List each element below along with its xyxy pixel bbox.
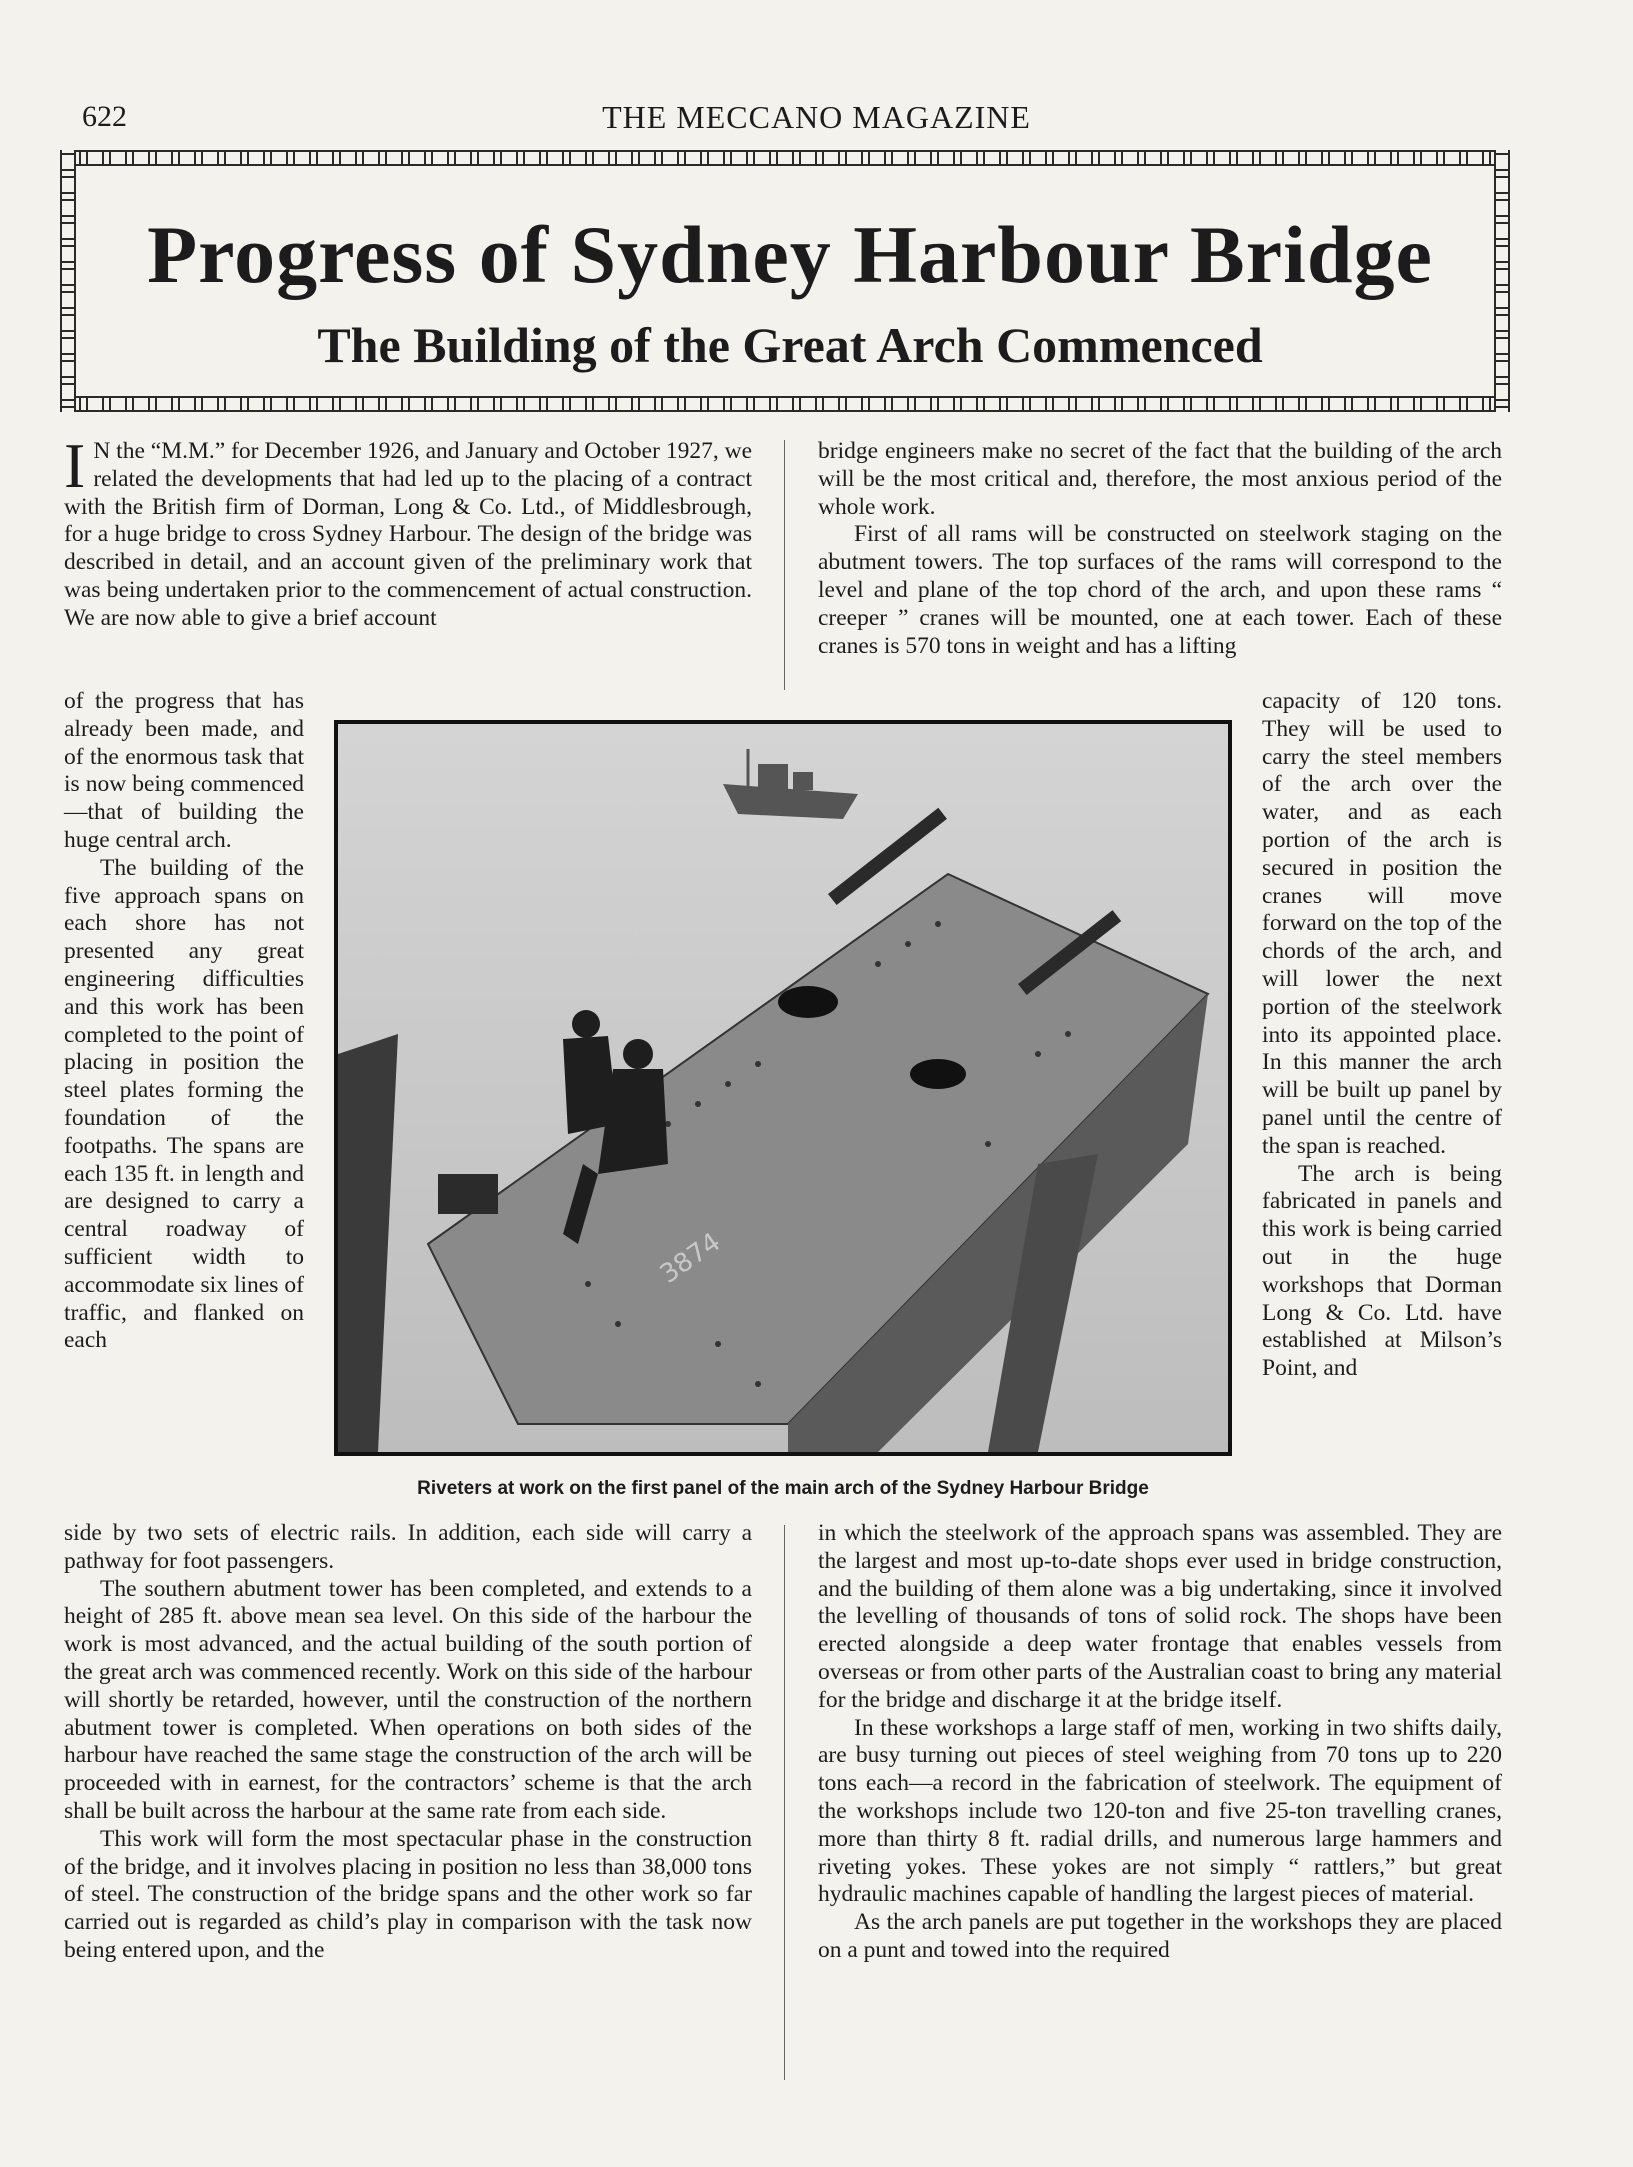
article-title: Progress of Sydney Harbour Bridge [147, 209, 1433, 300]
title-frame-top [60, 150, 1510, 166]
paragraph: side by two sets of electric rails. In addition, each side will carry a pathway for foot passengers. [64, 1520, 752, 1574]
intro-paragraph [64, 430, 752, 633]
left-column-narrow [64, 688, 304, 1355]
paragraph: The building of the five approach spans on each shore has not presented any great engineering difficulties and this work has been completed to the point of placing in position the steel plates forming the foundation of the footpaths. The spans are each 135 ft. in length and are designed to carry a central roadway of sufficient width to accommodate six lines of traffic, and flanked on each [64, 854, 304, 1354]
photo-caption: Riveters at work on the first panel of the main arch of the Sydney Harbour Bridge [417, 1478, 1149, 1499]
paragraph: of the progress that has already been made, and of the enormous task that is now being commenced—that of building the huge central arch. [64, 688, 304, 853]
paragraph: capacity of 120 tons. They will be used to carry the steel members of the arch over the water, and as each portion of the arch is secured in position the cranes will move forward on the top of the chords of the arch, and will lower the next portion of the steelwork into its appointed place. In this manner the arch will be built up panel by panel until the centre of the span is reached. [1262, 688, 1502, 1159]
paragraph: First of all rams will be constructed on steelwork staging on the abutment towers. The top surfaces of the rams will correspond to the level and plane of the top chord of the arch, and upon these rams “ creeper ” cranes will be mounted, one at each tower. Each of these cranes is 570 tons in weight and has a lifting [818, 521, 1502, 659]
paragraph: As the arch panels are put together in the workshops they are placed on a punt and towed into the required [818, 1909, 1502, 1963]
plate-marking: 3874 [654, 1227, 727, 1290]
paragraph: In these workshops a large staff of men, working in two shifts daily, are busy turning out pieces of steel weighing from 70 tons up to 220 tons each—a record in the fabrication of steelwork. The equipment of the workshops include two 120-ton and five 25-ton travelling cranes, more than thirty 8 ft. radial drills, and numerous large hammers and riveting yokes. These yokes are not simply “ rattlers,” but great hydraulic machines capable of handling the largest pieces of material. [818, 1714, 1502, 1908]
riveters-photo [334, 720, 1232, 1456]
article-subtitle: The Building of the Great Arch Commenced [317, 317, 1263, 373]
paragraph: in which the steelwork of the approach spans was assembled. They are the largest and most up-to-date shops ever used in bridge construction, and the building of them alone was a big undertaking, since it involved the levelling of thousands of tons of solid rock. The shops have been erected alongside a deep water frontage that enables vessels from overseas or from other parts of the Australian coast to bring any material for the bridge and discharge it at the bridge itself. [818, 1520, 1502, 1713]
page-number: 622 [82, 100, 127, 133]
paragraph: This work will form the most spectacular phase in the construction of the bridge, and it involves placing in position no less than 38,000 tons of steel. The construction of the bridge spans and the other work so far carried out is regarded as child’s play in comparison with the task now being entered upon, and the [64, 1825, 752, 1963]
title-frame-bottom [60, 396, 1510, 412]
paragraph: The arch is being fabricated in panels and this work is being carried out in the huge workshops that Dorman Long & Co. Ltd. have established at Milson’s Point, and [1262, 1160, 1502, 1382]
left-column-top [64, 430, 752, 633]
column-rule-top [784, 440, 785, 690]
right-column-bottom [818, 1520, 1502, 1965]
paragraph: bridge engineers make no secret of the fact that the building of the arch will be the most critical and, therefore, the most anxious period of the whole work. [818, 438, 1502, 520]
right-column-top [818, 438, 1502, 660]
column-rule-bottom [784, 1525, 785, 2080]
magazine-masthead: THE MECCANO MAGAZINE [602, 99, 1031, 135]
title-frame-left [60, 150, 76, 412]
left-column-bottom [64, 1520, 752, 1965]
right-column-narrow [1262, 688, 1502, 1383]
intro-text: N the “M.M.” for December 1926, and January and October 1927, we related the developments that had led up to the placing of a contract with the British firm of Dorman, Long & Co. Ltd., of Middlesbrough, for a huge bridge to cross Sydney Harbour. The design of the bridge was described in detail, and an account given of the preliminary work that was being undertaken prior to the commencement of actual construction. We are now able to give a brief account [64, 438, 752, 631]
title-frame-right [1494, 150, 1510, 412]
riveters-photo-illustration [338, 724, 1228, 1452]
paragraph: The southern abutment tower has been completed, and extends to a height of 285 ft. above mean sea level. On this side of the harbour the work is most advanced, and the actual building of the south portion of the great arch was commenced recently. Work on this side of the harbour will shortly be retarded, however, until the construction of the northern abutment tower is completed. When operations on both sides of the harbour have reached the same stage the construction of the arch will be proceeded with in earnest, for the contractors’ scheme is that the arch shall be built across the harbour at the same rate from each side. [64, 1575, 752, 1824]
drop-cap: I [64, 430, 86, 501]
